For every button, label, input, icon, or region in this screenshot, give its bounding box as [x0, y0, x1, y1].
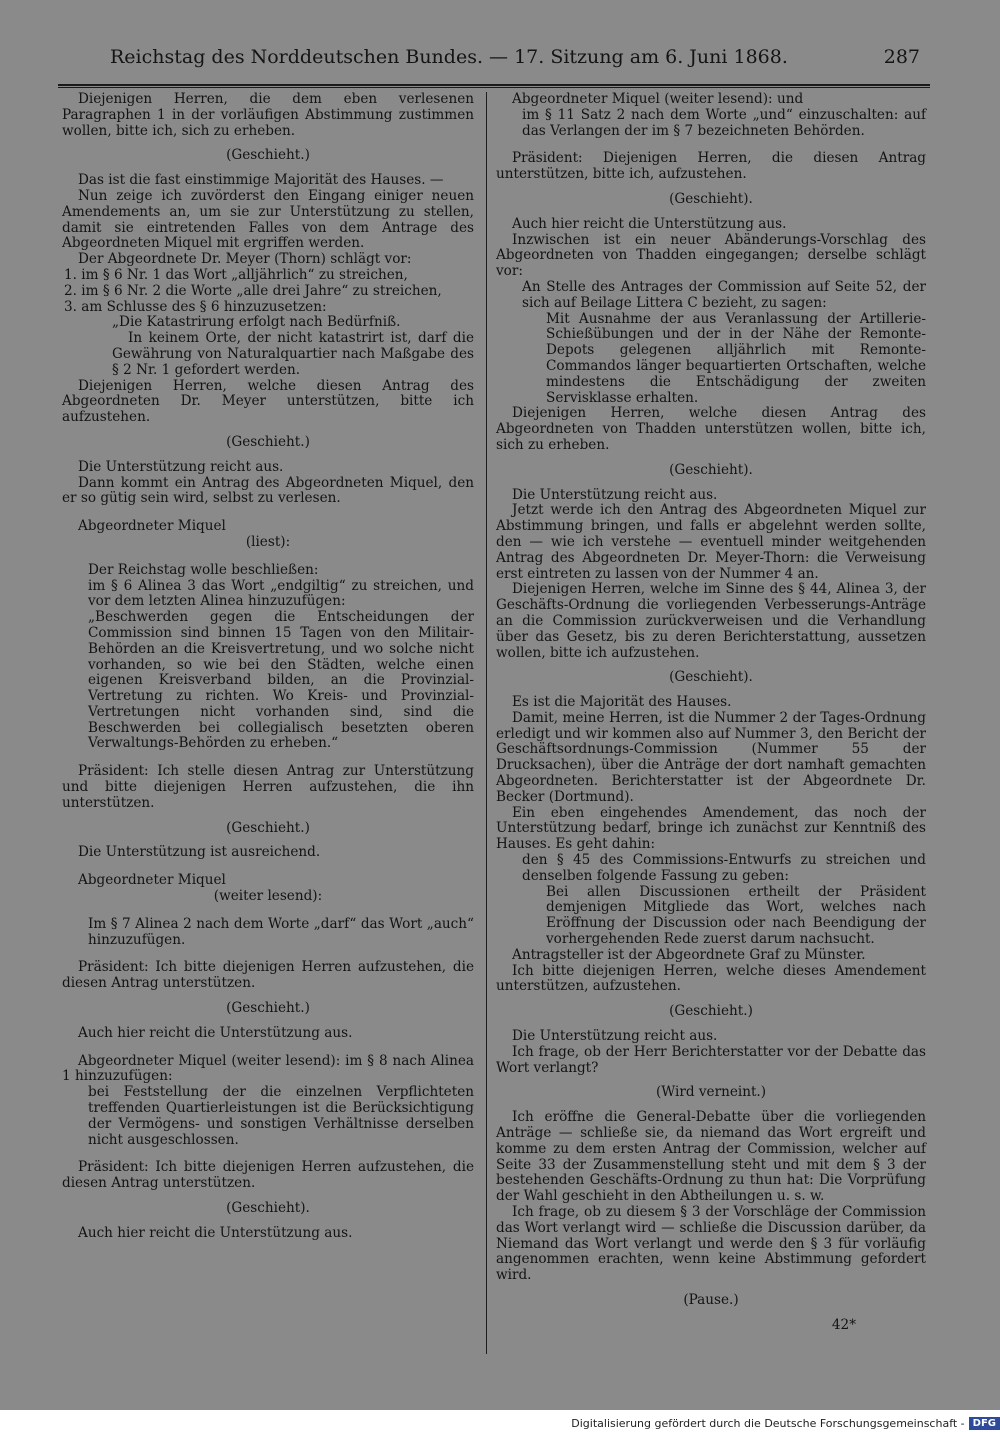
- stage-direction: (Geschieht).: [669, 461, 753, 478]
- paragraph: Das ist die fast einstimmige Majorität des Hauses. —: [78, 172, 444, 189]
- list-item: 1. im § 6 Nr. 1 das Wort „alljährlich“ zu streichen,: [64, 266, 408, 283]
- funding-footer: [571, 1414, 1000, 1432]
- quote: An Stelle des Antrages der Commission auf Seite 52, der sich auf Beilage Littera C bezieht, zu sagen:: [522, 278, 926, 311]
- paragraph: Die Unterstützung ist ausreichend.: [78, 844, 321, 861]
- paragraph: Ich eröffne die General-Debatte über die vorliegenden Anträge — schließe sie, da niemand das Wort ergreift und komme zu dem ersten Antrag der Commission, welcher auf Seite 33 der Zusammenstellung steht und mit dem § 3 der bestehenden Geschäfts-Ordnung zu thun hat: Die Vorprüfung der Wahl geschieht in den Abtheilungen u. s. w.: [496, 1109, 926, 1205]
- list-item: 3. am Schlusse des § 6 hinzuzusetzen:: [64, 298, 327, 315]
- paragraph: Die Unterstützung reicht aus.: [512, 1028, 718, 1045]
- president-remark: Präsident: Ich stelle diesen Antrag zur Unterstützung und bitte diejenigen Herren aufzustehen, die ihn unterstützen.: [62, 763, 474, 811]
- quote: In keinem Orte, der nicht katastrirt ist, darf die Gewährung von Naturalquartier nach Maßgabe des § 2 Nr. 1 gefordert werden.: [112, 330, 474, 378]
- paragraph: Ich bitte diejenigen Herren, welche dieses Amendement unterstützen, aufzustehen.: [496, 962, 926, 995]
- speaker: Abgeordneter Miquel: [78, 518, 226, 535]
- stage-direction: (liest):: [245, 533, 291, 550]
- president-remark: Präsident: Ich bitte diejenigen Herren aufzustehen, die diesen Antrag unterstützen.: [62, 959, 474, 992]
- paragraph: Diejenigen Herren, welche diesen Antrag des Abgeordneten von Thadden unterstützen wollen, bitte ich, sich zu erheben.: [496, 405, 926, 453]
- paragraph: Diejenigen Herren, welche im Sinne des § 44, Alinea 3, der Geschäfts-Ordnung die vorliegenden Verbesserungs-Anträge an die Commission zurückverweisen und die Verhandlung über das Gesetz, bis zu deren Berichterstattung, aussetzen wollen, bitte ich aufzustehen.: [496, 581, 926, 661]
- paragraph: Die Unterstützung reicht aus.: [78, 458, 284, 475]
- paragraph: Dann kommt ein Antrag des Abgeordneten Miquel, den er so gütig sein wird, selbst zu verlesen.: [62, 474, 474, 507]
- stage-direction: (Geschieht).: [669, 190, 753, 207]
- quote: „Beschwerden gegen die Entscheidungen der Commission sind binnen 15 Tagen von den Militair-Behörden an die Kreisvertretung, und wo solche nicht vorhanden, so wie bei den Städten, welche einen eigenen Kreisverband bilden, an die Provinzial-Vertretung zu richten. Wo Kreis- und Provinzial-Vertretungen nicht vorhanden sind, sind die Beschwerden bei collegialisch besetzten oberen Verwaltungs-Behörden zu erheben.“: [88, 609, 474, 752]
- paragraph: Ich frage, ob zu diesem § 3 der Vorschläge der Commission das Wort verlangt wird — schließe die Discussion darüber, da Niemand das Wort verlangt und werde den § 3 für vorläufig angenommen erachten, wenn keine Abstimmung gefordert wird.: [496, 1204, 926, 1284]
- stage-direction: (Geschieht.): [226, 1000, 310, 1017]
- quote: im § 6 Alinea 3 das Wort „endgiltig“ zu streichen, und vor dem letzten Alinea hinzuzufügen:: [88, 577, 474, 610]
- paragraph: Auch hier reicht die Unterstützung aus.: [512, 215, 787, 232]
- stage-direction: (weiter lesend):: [213, 888, 323, 905]
- stage-direction: (Wird verneint.): [655, 1084, 767, 1101]
- quote: „Die Katastrirung erfolgt nach Bedürfniß.: [112, 314, 401, 331]
- speaker: Abgeordneter Miquel: [78, 872, 226, 889]
- quote: Bei allen Discussionen ertheilt der Präsident demjenigen Mitgliede das Wort, welches nach Eröffnung der Discussion oder nach Beendigung der vorhergehenden Rede zuerst darum nachsucht.: [546, 883, 926, 948]
- signature-mark: 42*: [831, 1316, 856, 1333]
- speaker: Abgeordneter Miquel (weiter lesend): im § 8 nach Alinea 1 hinzuzufügen:: [62, 1052, 474, 1085]
- speaker: Abgeordneter Miquel (weiter lesend): und: [512, 91, 804, 107]
- quote: im § 11 Satz 2 nach dem Worte „und“ einzuschalten: auf das Verlangen der im § 7 bezeichneten Behörden.: [522, 106, 926, 139]
- stage-direction: (Geschieht).: [226, 1200, 310, 1217]
- dfg-logo: DFG: [969, 1417, 1000, 1430]
- paragraph: Diejenigen Herren, die dem eben verlesenen Paragraphen 1 in der vorläufigen Abstimmung zustimmen wollen, bitte ich, sich zu erheben.: [62, 91, 474, 139]
- paragraph: Auch hier reicht die Unterstützung aus.: [78, 1224, 353, 1241]
- left-column: [62, 92, 474, 1242]
- paragraph: Ein eben eingehendes Amendement, das noch der Unterstützung bedarf, bringe ich zunächst zur Kenntniß des Hauses. Es geht dahin:: [496, 804, 926, 853]
- paragraph: Antragsteller ist der Abgeordnete Graf zu Münster.: [512, 946, 866, 963]
- quote: Mit Ausnahme der aus Veranlassung der Artillerie-Schießübungen und der in der Nähe der Remonte-Depots gelegenen alljährlich mit Remonte-Commandos länger bequartierten Ortschaften, welche mindestens die Entschädigung der zweiten Servisklasse erhalten.: [546, 310, 926, 406]
- paragraph: Die Unterstützung reicht aus.: [512, 486, 718, 503]
- right-column: [496, 92, 926, 1334]
- paragraph: Auch hier reicht die Unterstützung aus.: [78, 1024, 353, 1041]
- stage-direction: (Geschieht).: [669, 669, 753, 686]
- header-rule-thin: [58, 87, 930, 88]
- stage-direction: (Geschieht.): [226, 147, 310, 164]
- quote: den § 45 des Commissions-Entwurfs zu streichen und denselben folgende Fassung zu geben:: [522, 852, 926, 884]
- paragraph: Inzwischen ist ein neuer Abänderungs-Vorschlag des Abgeordneten von Thadden eingegangen; derselbe schlägt vor:: [496, 231, 926, 280]
- stage-direction: (Geschieht.): [669, 1003, 753, 1020]
- paragraph: Ich frage, ob der Herr Berichterstatter vor der Debatte das Wort verlangt?: [496, 1043, 926, 1076]
- president-remark: Präsident: Diejenigen Herren, die diesen Antrag unterstützen, bitte ich, aufzustehen.: [496, 150, 926, 183]
- quote: Im § 7 Alinea 2 nach dem Worte „darf“ das Wort „auch“ hinzuzufügen.: [88, 915, 474, 948]
- paragraph: Diejenigen Herren, welche diesen Antrag des Abgeordneten Dr. Meyer unterstützen, bitte ich aufzustehen.: [62, 377, 474, 426]
- column-divider: [486, 92, 487, 1354]
- paragraph: Der Abgeordnete Dr. Meyer (Thorn) schlägt vor:: [78, 251, 412, 268]
- running-header: [110, 46, 920, 68]
- running-title: Reichstag des Norddeutschen Bundes. — 17. Sitzung am 6. Juni 1868.: [110, 46, 788, 68]
- stage-direction: (Pause.): [683, 1291, 739, 1308]
- quote: Der Reichstag wolle beschließen:: [88, 561, 319, 578]
- paragraph: Es ist die Majorität des Hauses.: [512, 694, 732, 711]
- stage-direction: (Geschieht.): [226, 819, 310, 836]
- header-rule: [58, 84, 930, 86]
- quote: bei Feststellung der die einzelnen Verpflichteten treffenden Quartierleistungen ist die Berücksichtigung der Vermögens- und sonstigen Verhältnisse derselben nicht ausgeschlossen.: [88, 1084, 474, 1148]
- stage-direction: (Geschieht.): [226, 433, 310, 450]
- president-remark: Präsident: Ich bitte diejenigen Herren aufzustehen, die diesen Antrag unterstützen.: [62, 1159, 474, 1192]
- paragraph: Nun zeige ich zuvörderst den Eingang einiger neuen Amendements an, um sie zur Unterstützung zu stellen, damit sie eintretenden Falles von dem Antrage des Abgeordneten Miquel mit ergriffen werden.: [62, 187, 474, 252]
- footer-text: Digitalisierung gefördert durch die Deutsche Forschungsgemeinschaft -: [571, 1416, 965, 1430]
- page-number: 287: [883, 46, 920, 68]
- list-item: 2. im § 6 Nr. 2 die Worte „alle drei Jahre“ zu streichen,: [64, 282, 442, 299]
- paragraph: Jetzt werde ich den Antrag des Abgeordneten Miquel zur Abstimmung bringen, und falls er abgelehnt werden sollte, den — wie ich verstehe — eventuell minder weitgehenden Antrag des Abgeordneten Dr. Meyer-Thorn: die Verweisung erst eintreten zu lassen von der Nummer 4 an.: [496, 502, 926, 582]
- paragraph: Damit, meine Herren, ist die Nummer 2 der Tages-Ordnung erledigt und wir kommen also auf Nummer 3, den Bericht der Geschäftsordnungs-Commission (Nummer 55 der Drucksachen), über die Anträge der dort namhaft gemachten Abgeordneten. Berichterstatter ist der Abgeordnete Dr. Becker (Dortmund).: [496, 709, 926, 805]
